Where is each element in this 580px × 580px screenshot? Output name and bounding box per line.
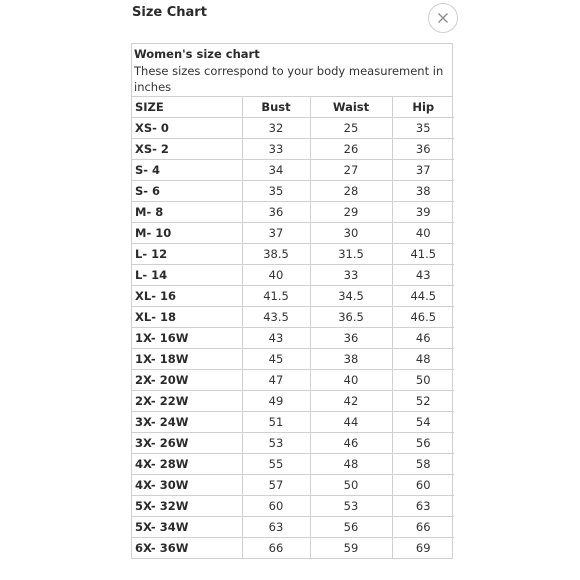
hip-cell: 35 (392, 118, 454, 139)
table-row (132, 496, 454, 517)
hip-cell: 46 (392, 328, 454, 349)
size-cell: 2X- 22W (132, 391, 242, 412)
waist-cell: 29 (310, 202, 392, 223)
size-cell: 2X- 20W (132, 370, 242, 391)
table-row (132, 370, 454, 391)
waist-cell: 40 (310, 370, 392, 391)
bust-cell: 51 (242, 412, 310, 433)
hip-cell: 43 (392, 265, 454, 286)
size-chart-subheading: These sizes correspond to your body measurement in inches (134, 63, 444, 94)
size-chart (131, 43, 453, 559)
waist-cell: 26 (310, 139, 392, 160)
size-table-header-row (132, 97, 454, 118)
dialog-title: Size Chart (132, 5, 207, 20)
hip-cell: 39 (392, 202, 454, 223)
size-cell: 6X- 36W (132, 538, 242, 559)
size-cell: S- 4 (132, 160, 242, 181)
column-header-hip: Hip (392, 97, 454, 118)
bust-cell: 41.5 (242, 286, 310, 307)
waist-cell: 36.5 (310, 307, 392, 328)
hip-cell: 50 (392, 370, 454, 391)
size-cell: 1X- 16W (132, 328, 242, 349)
bust-cell: 63 (242, 517, 310, 538)
waist-cell: 44 (310, 412, 392, 433)
bust-cell: 43 (242, 328, 310, 349)
column-header-bust: Bust (242, 97, 310, 118)
size-chart-caption (132, 44, 452, 97)
waist-cell: 27 (310, 160, 392, 181)
table-row (132, 412, 454, 433)
size-cell: XL- 18 (132, 307, 242, 328)
bust-cell: 40 (242, 265, 310, 286)
bust-cell: 47 (242, 370, 310, 391)
hip-cell: 56 (392, 433, 454, 454)
table-row (132, 538, 454, 559)
hip-cell: 60 (392, 475, 454, 496)
bust-cell: 49 (242, 391, 310, 412)
bust-cell: 53 (242, 433, 310, 454)
waist-cell: 59 (310, 538, 392, 559)
size-cell: XS- 2 (132, 139, 242, 160)
bust-cell: 34 (242, 160, 310, 181)
table-row (132, 307, 454, 328)
hip-cell: 36 (392, 139, 454, 160)
hip-cell: 38 (392, 181, 454, 202)
waist-cell: 56 (310, 517, 392, 538)
table-row (132, 139, 454, 160)
waist-cell: 48 (310, 454, 392, 475)
waist-cell: 30 (310, 223, 392, 244)
hip-cell: 46.5 (392, 307, 454, 328)
bust-cell: 38.5 (242, 244, 310, 265)
hip-cell: 40 (392, 223, 454, 244)
bust-cell: 43.5 (242, 307, 310, 328)
column-header-waist: Waist (310, 97, 392, 118)
waist-cell: 36 (310, 328, 392, 349)
size-cell: M- 8 (132, 202, 242, 223)
waist-cell: 33 (310, 265, 392, 286)
table-row (132, 391, 454, 412)
bust-cell: 37 (242, 223, 310, 244)
table-row (132, 286, 454, 307)
waist-cell: 25 (310, 118, 392, 139)
table-row (132, 223, 454, 244)
bust-cell: 57 (242, 475, 310, 496)
waist-cell: 50 (310, 475, 392, 496)
waist-cell: 53 (310, 496, 392, 517)
table-row (132, 244, 454, 265)
size-cell: S- 6 (132, 181, 242, 202)
bust-cell: 32 (242, 118, 310, 139)
close-icon (437, 12, 449, 24)
waist-cell: 42 (310, 391, 392, 412)
size-cell: 5X- 32W (132, 496, 242, 517)
hip-cell: 37 (392, 160, 454, 181)
size-cell: M- 10 (132, 223, 242, 244)
table-row (132, 454, 454, 475)
bust-cell: 45 (242, 349, 310, 370)
hip-cell: 41.5 (392, 244, 454, 265)
table-row (132, 328, 454, 349)
table-row (132, 160, 454, 181)
table-row (132, 202, 454, 223)
size-cell: 5X- 34W (132, 517, 242, 538)
hip-cell: 66 (392, 517, 454, 538)
size-cell: L- 14 (132, 265, 242, 286)
hip-cell: 48 (392, 349, 454, 370)
table-row (132, 265, 454, 286)
table-row (132, 181, 454, 202)
waist-cell: 38 (310, 349, 392, 370)
waist-cell: 28 (310, 181, 392, 202)
size-cell: 3X- 24W (132, 412, 242, 433)
size-cell: 1X- 18W (132, 349, 242, 370)
waist-cell: 31.5 (310, 244, 392, 265)
close-button[interactable] (428, 3, 458, 33)
hip-cell: 63 (392, 496, 454, 517)
waist-cell: 34.5 (310, 286, 392, 307)
size-cell: 3X- 26W (132, 433, 242, 454)
size-chart-heading: Women's size chart (134, 47, 260, 61)
hip-cell: 44.5 (392, 286, 454, 307)
bust-cell: 35 (242, 181, 310, 202)
column-header-size: SIZE (132, 97, 242, 118)
table-row (132, 475, 454, 496)
table-row (132, 433, 454, 454)
bust-cell: 33 (242, 139, 310, 160)
hip-cell: 69 (392, 538, 454, 559)
size-cell: 4X- 30W (132, 475, 242, 496)
hip-cell: 54 (392, 412, 454, 433)
table-row (132, 517, 454, 538)
size-cell: XS- 0 (132, 118, 242, 139)
bust-cell: 36 (242, 202, 310, 223)
waist-cell: 46 (310, 433, 392, 454)
bust-cell: 66 (242, 538, 310, 559)
size-cell: 4X- 28W (132, 454, 242, 475)
size-table (132, 97, 454, 558)
size-cell: L- 12 (132, 244, 242, 265)
size-cell: XL- 16 (132, 286, 242, 307)
table-row (132, 349, 454, 370)
table-row (132, 118, 454, 139)
hip-cell: 52 (392, 391, 454, 412)
bust-cell: 55 (242, 454, 310, 475)
bust-cell: 60 (242, 496, 310, 517)
hip-cell: 58 (392, 454, 454, 475)
